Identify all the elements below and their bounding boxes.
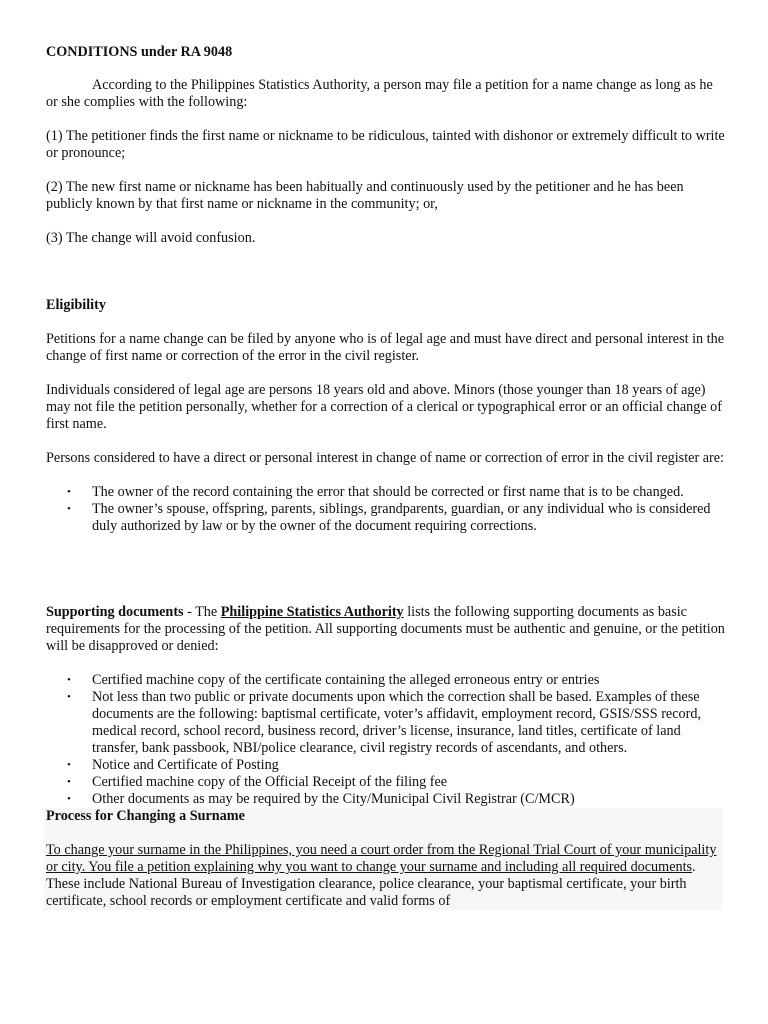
surname-section [44,808,722,910]
list-item [46,774,726,791]
condition-item-2: (2) The new first name or nickname has been habitually and continuously used by the petitioner and he has been publicly known by that first name or nickname in the community; or, [46,179,684,212]
supporting-list [46,672,726,808]
document-page [46,44,726,910]
list-item-text: The owner of the record containing the error that should be corrected or first name that is to be changed. [92,484,684,500]
bullet-icon: • [67,759,71,771]
surname-heading: Process for Changing a Surname [46,808,245,824]
surname-underlined-text[interactable]: To change your surname in the Philippines, you need a court order from the Regional Trial Court of your municipality or city. You file a petition explaining why you want to change your surname and including all required documents [46,842,717,875]
eligibility-heading: Eligibility [46,297,106,313]
list-item [46,757,726,774]
supporting-heading: Supporting documents [46,604,184,620]
supporting-paragraph [46,604,726,655]
supporting-text: lists the following supporting documents as basic requirements for the processing of the petition. All supporting documents must be authentic and genuine, or the petition will be disapproved or denied: [46,604,725,654]
list-item [46,672,726,689]
list-item [46,484,726,501]
surname-text: . These include National Bureau of Investigation clearance, police clearance, your baptismal certificate, your birth certificate, school records or employment certificate and valid forms of [46,859,696,909]
list-item-text: Other documents as may be required by the City/Municipal Civil Registrar (C/MCR) [92,791,575,807]
bullet-icon: • [67,486,71,498]
bullet-icon: • [67,674,71,686]
list-item [46,689,726,757]
conditions-heading: CONDITIONS under RA 9048 [46,44,233,60]
surname-paragraph [46,842,722,910]
condition-item-1: (1) The petitioner finds the first name or nickname to be ridiculous, tainted with dishonor or extremely difficult to write or pronounce; [46,128,725,161]
eligibility-list [46,484,726,535]
conditions-intro: According to the Philippines Statistics Authority, a person may file a petition for a name change as long as he or she complies with the following: [46,77,713,110]
list-item [46,501,726,535]
condition-item-3: (3) The change will avoid confusion. [46,230,256,246]
list-item [46,791,726,808]
supporting-dash: - The [183,604,221,620]
list-item-text: Certified machine copy of the certificate containing the alleged erroneous entry or entries [92,672,600,688]
psa-link[interactable]: Philippine Statistics Authority [220,604,404,620]
bullet-icon: • [67,503,71,515]
eligibility-paragraph-3: Persons considered to have a direct or personal interest in change of name or correction of error in the civil register are: [46,450,724,466]
list-item-text: Not less than two public or private documents upon which the correction shall be based. Examples of these documents are the following: baptismal certificate, voter’s affidavit, employment record, GSIS/SSS record, medical record, school record, business record, driver’s license, insurance, land titles, certificate of land transfer, bank passbook, NBI/police clearance, civil registry records of ascendants, and others. [92,689,701,756]
eligibility-paragraph-2: Individuals considered of legal age are persons 18 years old and above. Minors (those younger than 18 years of age) may not file the petition personally, whether for a correction of a clerical or typographical error or an official change of first name. [46,382,722,432]
list-item-text: Notice and Certificate of Posting [92,757,279,773]
bullet-icon: • [67,691,71,703]
list-item-text: The owner’s spouse, offspring, parents, siblings, grandparents, guardian, or any individual who is considered duly authorized by law or by the owner of the document requiring corrections. [92,501,711,534]
eligibility-paragraph-1: Petitions for a name change can be filed by anyone who is of legal age and must have direct and personal interest in the change of first name or correction of the error in the civil register. [46,331,725,364]
bullet-icon: • [67,776,71,788]
bullet-icon: • [67,793,71,805]
list-item-text: Certified machine copy of the Official Receipt of the filing fee [92,774,448,790]
